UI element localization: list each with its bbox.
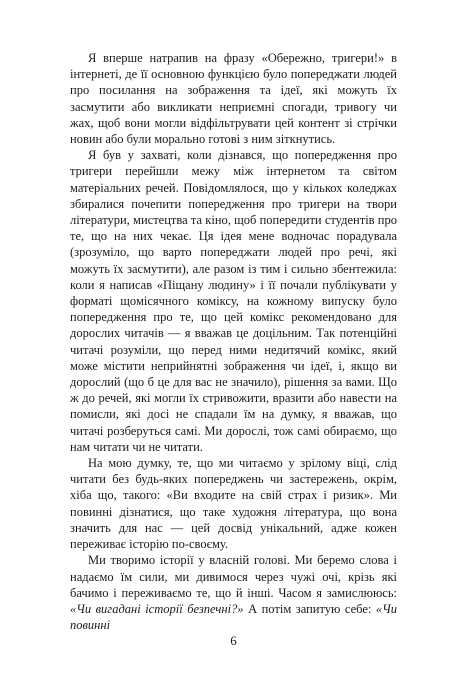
paragraph-4 <box>70 552 397 633</box>
paragraph-3: На мою думку, те, що ми читаємо у зрілому віці, слід читати без будь-яких попереджень чи застережень, окрім, хіба що, такого: «Ви входите на свій страх і ризик». Ми повинні дізнатися, що таке художня література, що вона значить для нас — цей досвід унікальний, адже кожен переживає історію по-своєму. <box>70 456 397 552</box>
paragraph-1: Я вперше натрапив на фразу «Обережно, тригери!» в інтернеті, де її основною функцією було попереджати людей про посилання на зображення та ідеї, які можуть їх засмутити або викликати неприємні спогади, тривогу чи жах, щоб вони могли відфільтрувати цей контент зі стрічки новин або були морально готові з ним зіткнутись. <box>70 51 397 147</box>
paragraph-2: Я був у захваті, коли дізнався, що попередження про тригери перейшли межу між інтернетом та світом матеріальних речей. Повідомлялося, що у кількох коледжах збиралися почепити попередження про тригери на твори літератури, мистецтва та кіно, щоб попередити студентів про те, що на них чекає. Ця ідея мене водночас порадувала (зрозуміло, що варто попереджати людей про речі, які можуть їх засмутити), але разом із тим і сильно збентежила: коли я написав «Піщану людину» і її почали публікувати у форматі щомісячного коміксу, на кожному випуску було попередження про те, що цей комікс рекомендовано для дорослих читачів — я вважав це доцільним. Так потенційні читачі розуміли, що перед ними недитячий комікс, який може містити неприйнятні зображення чи ідеї, і, якщо ви дорослий (що б це для вас не значило), рішення за вами. Що ж до речей, які могли їх стривожити, вразити або навести на помисли, які досі не спадали їм на думку, я вважав, що читачі розберуться самі. Ми дорослі, тож самі обираємо, що нам читати чи не читати. <box>70 148 397 454</box>
paragraph-4-text: Ми творимо історії у власній голові. Ми беремо слова і надаємо їм сили, ми дивимося через чужі очі, крізь які бачимо і переживаємо те, що й інші. Часом я замислююсь: <box>70 553 397 600</box>
page-number: 6 <box>230 633 237 648</box>
paragraph-4-middle: А потім запитую себе: <box>243 601 376 616</box>
italic-quote-1: «Чи вигадані історії безпечні?» <box>70 601 244 616</box>
body-text <box>70 50 397 633</box>
italic-quote-2: «Чи повинні <box>70 601 397 633</box>
